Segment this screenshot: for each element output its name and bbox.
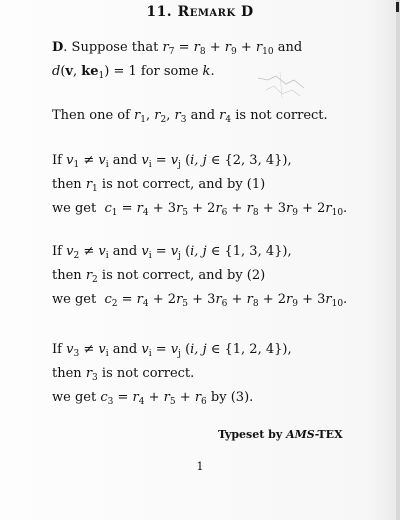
text: we get bbox=[52, 390, 97, 405]
math-v: v bbox=[65, 64, 73, 79]
equation: $v_i = v_j$ (i, j ∈ bbox=[141, 342, 221, 359]
equation: $v_i = v_j$ (i, j ∈ bbox=[141, 153, 221, 170]
math-k: k bbox=[81, 64, 91, 79]
case-2-consequence bbox=[52, 268, 265, 284]
text: ) = 1 for some bbox=[104, 64, 199, 79]
text: by (3). bbox=[210, 390, 254, 405]
case-3-result bbox=[52, 390, 253, 406]
equation: $v_3 \ne v_i$ bbox=[66, 342, 109, 359]
statement-line-1 bbox=[52, 40, 302, 56]
text: we get bbox=[52, 292, 97, 307]
text: is not correct, and by (1) bbox=[101, 177, 266, 192]
equation: $v_i = v_j$ (i, j ∈ bbox=[141, 244, 221, 261]
equation: $r_1$, $r_2$, $r_3$ bbox=[134, 108, 187, 125]
case-3-condition bbox=[52, 342, 292, 358]
equation: $r_7 = r_8 + r_9 + r_{10}$ bbox=[162, 40, 274, 57]
case-1-result bbox=[52, 201, 347, 217]
scan-smudge bbox=[256, 70, 308, 100]
text: {1, 3, 4}), bbox=[224, 244, 292, 259]
statement-line-3 bbox=[52, 108, 328, 124]
remark-label: D bbox=[52, 40, 64, 55]
text: is not correct. bbox=[235, 108, 328, 123]
ams-logo: AMS bbox=[286, 428, 315, 441]
text: and bbox=[112, 153, 138, 168]
equation: $c_2 = r_4 + 2r_5 + 3r_6 + r_8 + 2r_9 + 3r_{10}$. bbox=[104, 292, 348, 309]
math-k: k bbox=[202, 64, 211, 79]
text: {2, 3, 4}), bbox=[224, 153, 292, 168]
statement-line-2: d(v, $ke_1) = 1$ for some k. bbox=[52, 64, 215, 81]
case-3-consequence bbox=[52, 366, 194, 382]
page-number: 1 bbox=[196, 460, 204, 473]
text: {1, 2, 4}), bbox=[224, 342, 292, 357]
tex-logo: -TEX bbox=[314, 428, 343, 441]
text: If bbox=[52, 153, 62, 168]
text: is not correct, and by (2) bbox=[101, 268, 266, 283]
typeset-credit bbox=[218, 428, 343, 441]
text: then bbox=[52, 366, 82, 381]
text: and bbox=[190, 108, 216, 123]
equation: $v_2 \ne v_i$ bbox=[66, 244, 109, 261]
text: then bbox=[52, 177, 82, 192]
equation: $c_3 = r_4 + r_5 + r_6$ bbox=[100, 390, 207, 407]
text: is not correct. bbox=[101, 366, 195, 381]
text: If bbox=[52, 342, 62, 357]
case-2-result bbox=[52, 292, 347, 308]
equation: $r_2$ bbox=[85, 268, 98, 285]
section-number: 11. bbox=[146, 4, 173, 20]
text: then bbox=[52, 268, 82, 283]
text: and bbox=[112, 342, 138, 357]
page-edge-shadow bbox=[396, 0, 400, 520]
case-1-consequence bbox=[52, 177, 265, 193]
math-d: d bbox=[52, 64, 61, 79]
text: . Suppose that bbox=[63, 40, 159, 55]
text: Then one of bbox=[52, 108, 130, 123]
case-2-condition bbox=[52, 244, 292, 260]
equation: $c_1 = r_4 + 3r_5 + 2r_6 + r_8 + 3r_9 + 2r_{10}$. bbox=[104, 201, 348, 218]
text: we get bbox=[52, 201, 97, 216]
text: . bbox=[210, 64, 215, 79]
equation: $r_3$ bbox=[85, 366, 98, 383]
text: If bbox=[52, 244, 62, 259]
equation: $r_1$ bbox=[85, 177, 98, 194]
case-1-condition bbox=[52, 153, 292, 169]
section-title bbox=[0, 4, 400, 20]
equation: $v_1 \ne v_i$ bbox=[66, 153, 109, 170]
math-e: e bbox=[90, 64, 99, 79]
section-name: Remark D bbox=[177, 4, 254, 20]
text: and bbox=[112, 244, 138, 259]
equation: $r_4$ bbox=[219, 108, 232, 125]
text: and bbox=[277, 40, 303, 55]
text: Typeset by bbox=[218, 428, 283, 441]
